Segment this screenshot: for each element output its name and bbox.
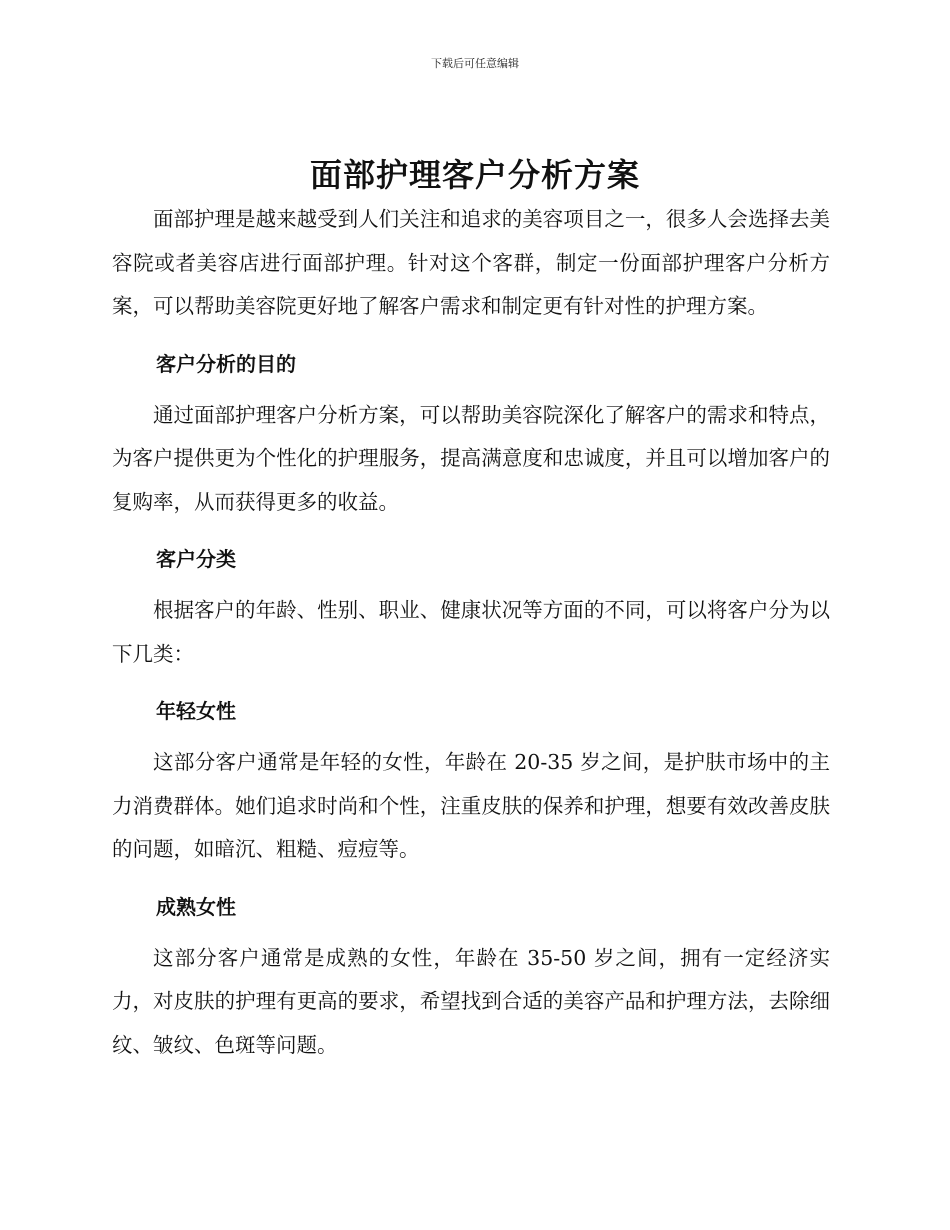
section-body-young-women: 这部分客户通常是年轻的女性，年龄在 20-35 岁之间，是护肤市场中的主力消费群体。她们追求时尚和个性，注重皮肤的保养和护理，想要有效改善皮肤的问题，如暗沉、粗糙、痘痘等。 [112, 750, 830, 861]
document-body [112, 198, 830, 1067]
section-heading-mature-women: 成熟女性 [156, 894, 236, 919]
document-title: 面部护理客户分析方案 [309, 156, 640, 194]
section-body-classification: 根据客户的年龄、性别、职业、健康状况等方面的不同，可以将客户分为以下几类： [112, 598, 830, 666]
section-heading-young-women: 年轻女性 [156, 699, 236, 723]
section-heading-classification: 客户分类 [156, 547, 236, 571]
section-body-purpose: 通过面部护理客户分析方案，可以帮助美容院深化了解客户的需求和特点，为客户提供更为个性化的护理服务，提高满意度和忠诚度，并且可以增加客户的复购率，从而获得更多的收益。 [112, 402, 830, 514]
intro-paragraph: 面部护理是越来越受到人们关注和追求的美容项目之一，很多人会选择去美容院或者美容店进行面部护理。针对这个客群，制定一份面部护理客户分析方案，可以帮助美容院更好地了解客户需求和制定更有针对性的护理方案。 [112, 207, 830, 318]
page-header-note: 下载后可任意编辑 [431, 57, 519, 70]
section-body-mature-women: 这部分客户通常是成熟的女性，年龄在 35-50 岁之间，拥有一定经济实力，对皮肤的护理有更高的要求，希望找到合适的美容产品和护理方法，去除细纹、皱纹、色斑等问题。 [112, 945, 830, 1057]
section-heading-purpose: 客户分析的目的 [156, 351, 296, 376]
